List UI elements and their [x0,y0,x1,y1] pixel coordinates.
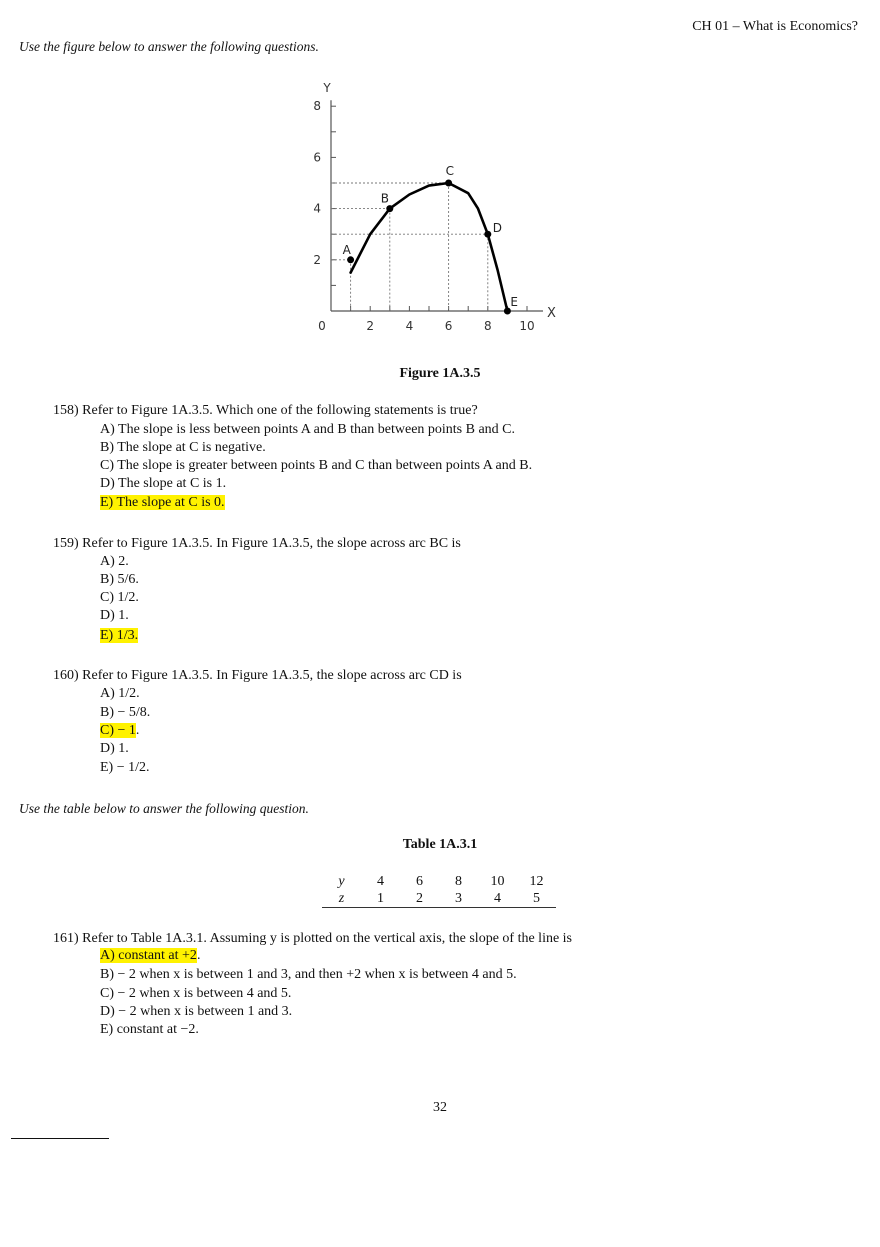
question-158-stem: 158) Refer to Figure 1A.3.5. Which one of the following statements is true? [53,403,478,418]
q161-option-b: B) − 2 when x is between 1 and 3, and then +2 when x is between 4 and 5. [100,967,517,982]
page-header: CH 01 – What is Economics? [692,19,858,34]
point-d [484,231,491,238]
curve-line [351,183,508,311]
figure-intro: Use the figure below to answer the following questions. [19,39,319,54]
x-tick-label: 4 [405,319,414,333]
table-cell: 2 [416,890,423,906]
q160-option-c [100,723,139,739]
x-tick-label: 6 [444,319,453,333]
question-161-stem: 161) Refer to Table 1A.3.1. Assuming y is plotted on the vertical axis, the slope of the line is [53,931,573,946]
table-intro: Use the table below to answer the following question. [19,801,309,816]
q161-option-e: E) constant at −2. [100,1022,199,1037]
point-label-a: A [342,242,351,257]
q159-option-a: A) 2. [100,554,129,569]
x-tick-label: 8 [483,319,492,333]
q161-option-a-suffix: . [196,948,201,963]
y-axis-label: Y [323,81,331,96]
q161-answer-highlight: A) constant at +2 [100,948,197,963]
point-label-c: C [445,164,454,178]
q160-option-e: E) − 1/2. [100,760,150,775]
q161-option-c: C) − 2 when x is between 4 and 5. [100,986,292,1001]
y-tick-label: 6 [313,150,321,165]
q159-option-d: D) 1. [100,608,129,623]
point-c [445,180,452,187]
figure-chart [300,78,570,340]
point-label-e: E [510,295,518,309]
q160-option-d: D) 1. [100,741,129,756]
table-cell: 4 [494,890,501,906]
table-row-z [322,890,556,908]
q158-option-b: B) The slope at C is negative. [100,440,266,455]
q159-option-c: C) 1/2. [100,590,139,605]
table-cell: 6 [416,873,423,889]
question-160-stem: 160) Refer to Figure 1A.3.5. In Figure 1A.3.5, the slope across arc CD is [53,668,462,683]
q161-option-d: D) − 2 when x is between 1 and 3. [100,1004,293,1019]
table-cell: 8 [455,873,462,889]
table-row-label: y [338,873,345,889]
figure-caption: Figure 1A.3.5 [399,366,481,381]
q160-option-b: B) − 5/8. [100,705,151,720]
q159-option-b: B) 5/6. [100,572,139,587]
table-cell: 10 [490,873,505,889]
q158-option-c: C) The slope is greater between points B and C than between points A and B. [100,458,533,473]
table-cell: 4 [377,873,384,889]
q158-answer-highlight: E) The slope at C is 0. [100,495,225,510]
point-a [347,256,354,263]
q158-option-a: A) The slope is less between points A and B than between points B and C. [100,422,516,437]
table-caption: Table 1A.3.1 [402,837,478,852]
y-tick-label: 2 [313,252,321,267]
q161-option-a [100,948,200,964]
y-tick-label: 4 [313,201,321,216]
table-row-label: z [338,890,345,906]
x-tick-label: 0 [318,319,326,333]
data-table [322,873,556,908]
q159-option-e [100,628,138,644]
page-number: 32 [433,1100,447,1115]
q160-answer-highlight: C) − 1 [100,723,136,738]
q158-option-d: D) The slope at C is 1. [100,476,227,491]
table-cell: 3 [455,890,462,906]
question-159-stem: 159) Refer to Figure 1A.3.5. In Figure 1A.3.5, the slope across arc BC is [53,536,461,551]
point-label-b: B [380,191,390,206]
table-cell: 12 [529,873,544,889]
y-tick-label: 8 [313,99,321,114]
q160-option-a: A) 1/2. [100,686,140,701]
q159-answer-highlight: E) 1/3. [100,628,139,643]
table-cell: 1 [377,890,384,906]
q158-option-e [100,495,225,511]
point-label-d: D [492,221,503,236]
table-cell: 5 [533,890,540,906]
table-row-y [322,873,556,890]
point-b [386,205,393,212]
q160-option-c-suffix: . [135,723,140,738]
x-tick-label: 2 [366,319,375,333]
footnote-rule [11,1138,109,1139]
x-tick-label: 10 [519,319,535,333]
x-axis-label: X [547,306,556,321]
